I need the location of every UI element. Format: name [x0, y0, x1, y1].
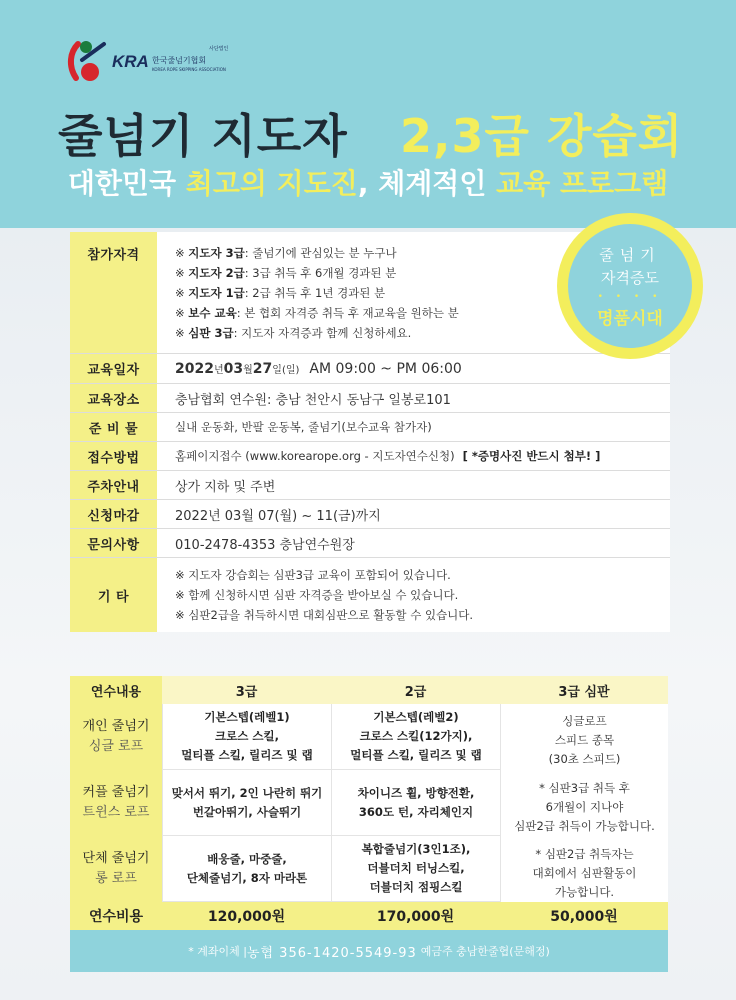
- course-table: [70, 676, 668, 930]
- course-cell: 복합줄넘기(3인1조), 더블더치 터닝스킬, 더블더치 점핑스킬: [331, 836, 500, 902]
- logo-name-ko: 한국줄넘기협회: [152, 56, 207, 65]
- course-header: 3급: [235, 684, 258, 700]
- etc-item: ※ 심판2급을 취득하시면 대회심판으로 활동할 수 있습니다.: [175, 608, 474, 622]
- info-row-supplies: [70, 413, 670, 442]
- judge-column: [500, 704, 668, 902]
- info-row-contact: [70, 529, 670, 558]
- page-title: 줄넘기 지도자: [58, 109, 348, 163]
- eligibility-item: ※ 지도자 1급: 2급 취득 후 1년 경과된 분: [175, 285, 386, 300]
- course-cell: 배웅줄, 마중줄, 단체줄넘기, 8자 마라톤: [162, 836, 331, 902]
- info-label: 교육장소: [70, 384, 157, 412]
- etc-item: ※ 함께 신청하시면 심판 자격증을 받아보실 수 있습니다.: [175, 588, 459, 602]
- apply-note: [ *증명사진 반드시 첨부! ]: [462, 449, 601, 463]
- info-row-parking: [70, 471, 670, 500]
- course-cell: 기본스텝(레벨1) 크로스 스킬, 멀티플 스킬, 릴리즈 및 랩: [162, 704, 331, 770]
- badge-dots: • • • •: [597, 291, 663, 302]
- course-row-label: 커플 줄넘기 트윈스 로프: [70, 770, 162, 836]
- course-row-twins: [70, 770, 500, 836]
- info-label: 준 비 물: [70, 413, 157, 441]
- judge-line: 대회에서 심판활동이: [532, 866, 637, 880]
- info-value-apply: [157, 442, 670, 470]
- tagline-part1: 대한민국: [67, 167, 186, 200]
- judge-line: 스피드 종목: [554, 733, 615, 747]
- judge-line: 싱글로프: [562, 714, 607, 728]
- course-row-long: [70, 836, 500, 902]
- judge-line: * 심판2급 취득자는: [535, 847, 634, 861]
- info-value-supplies: 실내 운동화, 반팔 운동복, 줄넘기(보수교육 참가자): [157, 413, 670, 441]
- info-row-etc: [70, 558, 670, 632]
- logo-mark-text: 사단법인: [209, 46, 229, 52]
- judge-line: 가능합니다.: [554, 885, 615, 899]
- info-value-contact: 010-2478-4353 충남연수원장: [157, 529, 670, 557]
- kra-logo: [64, 38, 234, 84]
- badge-line2: 자격증도: [601, 268, 659, 287]
- info-row-date: [70, 354, 670, 384]
- badge-inner: [568, 224, 692, 348]
- judge-line: * 심판3급 취득 후: [539, 780, 630, 795]
- course-header: 연수내용: [70, 676, 162, 704]
- eligibility-item: ※ 보수 교육: 본 협회 자격증 취득 후 재교육을 원하는 분: [175, 305, 459, 320]
- fee-judge: 50,000원: [550, 909, 618, 925]
- certificate-badge: [557, 213, 703, 359]
- fee-label: 연수비용: [88, 909, 144, 925]
- info-label: 기 타: [70, 558, 157, 632]
- info-label: 주차안내: [70, 471, 157, 499]
- info-row-deadline: [70, 500, 670, 529]
- info-value-parking: 상가 지하 및 주변: [157, 471, 670, 499]
- footer-bank: 농협 356-1420-5549-93: [246, 945, 417, 961]
- info-label: 참가자격: [70, 232, 157, 353]
- info-label: 접수방법: [70, 442, 157, 470]
- course-row-label: 단체 줄넘기 롱 로프: [70, 836, 162, 902]
- judge-line: 심판2급 취득이 가능합니다.: [514, 818, 655, 833]
- etc-item: ※ 지도자 강습회는 심판3급 교육이 포함되어 있습니다.: [175, 568, 451, 582]
- page-subtitle: 2,3급 강습회: [400, 109, 684, 163]
- apply-method: 홈페이지접수 (www.korearope.org - 지도자연수신청): [175, 449, 455, 463]
- course-cell: 맞서서 뛰기, 2인 나란히 뛰기 번갈아뛰기, 사슬뛰기: [162, 770, 331, 836]
- tagline-highlight2: 교육 프로그램: [496, 167, 669, 200]
- info-value-date: 2022 년 03 월 27 일(일) AM 09:00 ~ PM 06:00: [157, 354, 670, 383]
- payment-footer: [70, 930, 668, 972]
- badge-line3: 명품시대: [597, 308, 663, 329]
- info-row-place: [70, 384, 670, 413]
- course-header: 3급 심판: [558, 684, 610, 700]
- course-header-row: [70, 676, 668, 704]
- info-label: 교육일자: [70, 354, 157, 383]
- course-row-label: 개인 줄넘기 싱글 로프: [70, 704, 162, 770]
- logo-name-en: KOREA ROPE SKIPPING ASSOCIATION: [152, 67, 226, 72]
- footer-prefix: * 계좌이체 |: [188, 945, 247, 958]
- course-rows: [70, 704, 500, 902]
- info-row-apply: [70, 442, 670, 471]
- tagline: [0, 162, 736, 202]
- course-cell: 차이니즈 휠, 방향전환, 360도 턴, 자리체인지: [331, 770, 500, 836]
- tagline-highlight1: 최고의 지도진: [185, 167, 358, 200]
- fee-grade2: 170,000원: [376, 909, 455, 925]
- footer-holder: 예금주 충남한줄협(문해정): [420, 945, 550, 958]
- judge-line: 6개월이 지나야: [545, 799, 624, 814]
- fee-grade3: 120,000원: [207, 909, 286, 925]
- info-value-deadline: 2022년 03월 07(월) ~ 11(금)까지: [157, 500, 670, 528]
- kra-logo-mark-icon: [64, 38, 114, 84]
- course-header: 2급: [404, 684, 427, 700]
- info-value-place: 충남협회 연수원: 충남 천안시 동남구 일봉로101: [157, 384, 670, 412]
- eligibility-item: ※ 지도자 2급: 3급 취득 후 6개월 경과된 분: [175, 265, 397, 280]
- course-cell: 기본스텝(레벨2) 크로스 스킬(12가지), 멀티플 스킬, 릴리즈 및 랩: [331, 704, 500, 770]
- info-value-etc: [157, 558, 670, 632]
- fee-row: [70, 902, 668, 930]
- logo-brand: KRA: [112, 52, 149, 71]
- eligibility-item: ※ 심판 3급: 지도자 자격증과 함께 신청하세요.: [175, 325, 412, 340]
- course-body: [70, 704, 668, 902]
- info-label: 문의사항: [70, 529, 157, 557]
- badge-line1: 줄넘기: [599, 245, 661, 264]
- course-row-single: [70, 704, 500, 770]
- info-label: 신청마감: [70, 500, 157, 528]
- judge-line: (30초 스피드): [548, 752, 621, 766]
- tagline-part3: , 체계적인: [357, 167, 497, 200]
- eligibility-item: ※ 지도자 3급: 줄넘기에 관심있는 분 누구나: [175, 245, 397, 260]
